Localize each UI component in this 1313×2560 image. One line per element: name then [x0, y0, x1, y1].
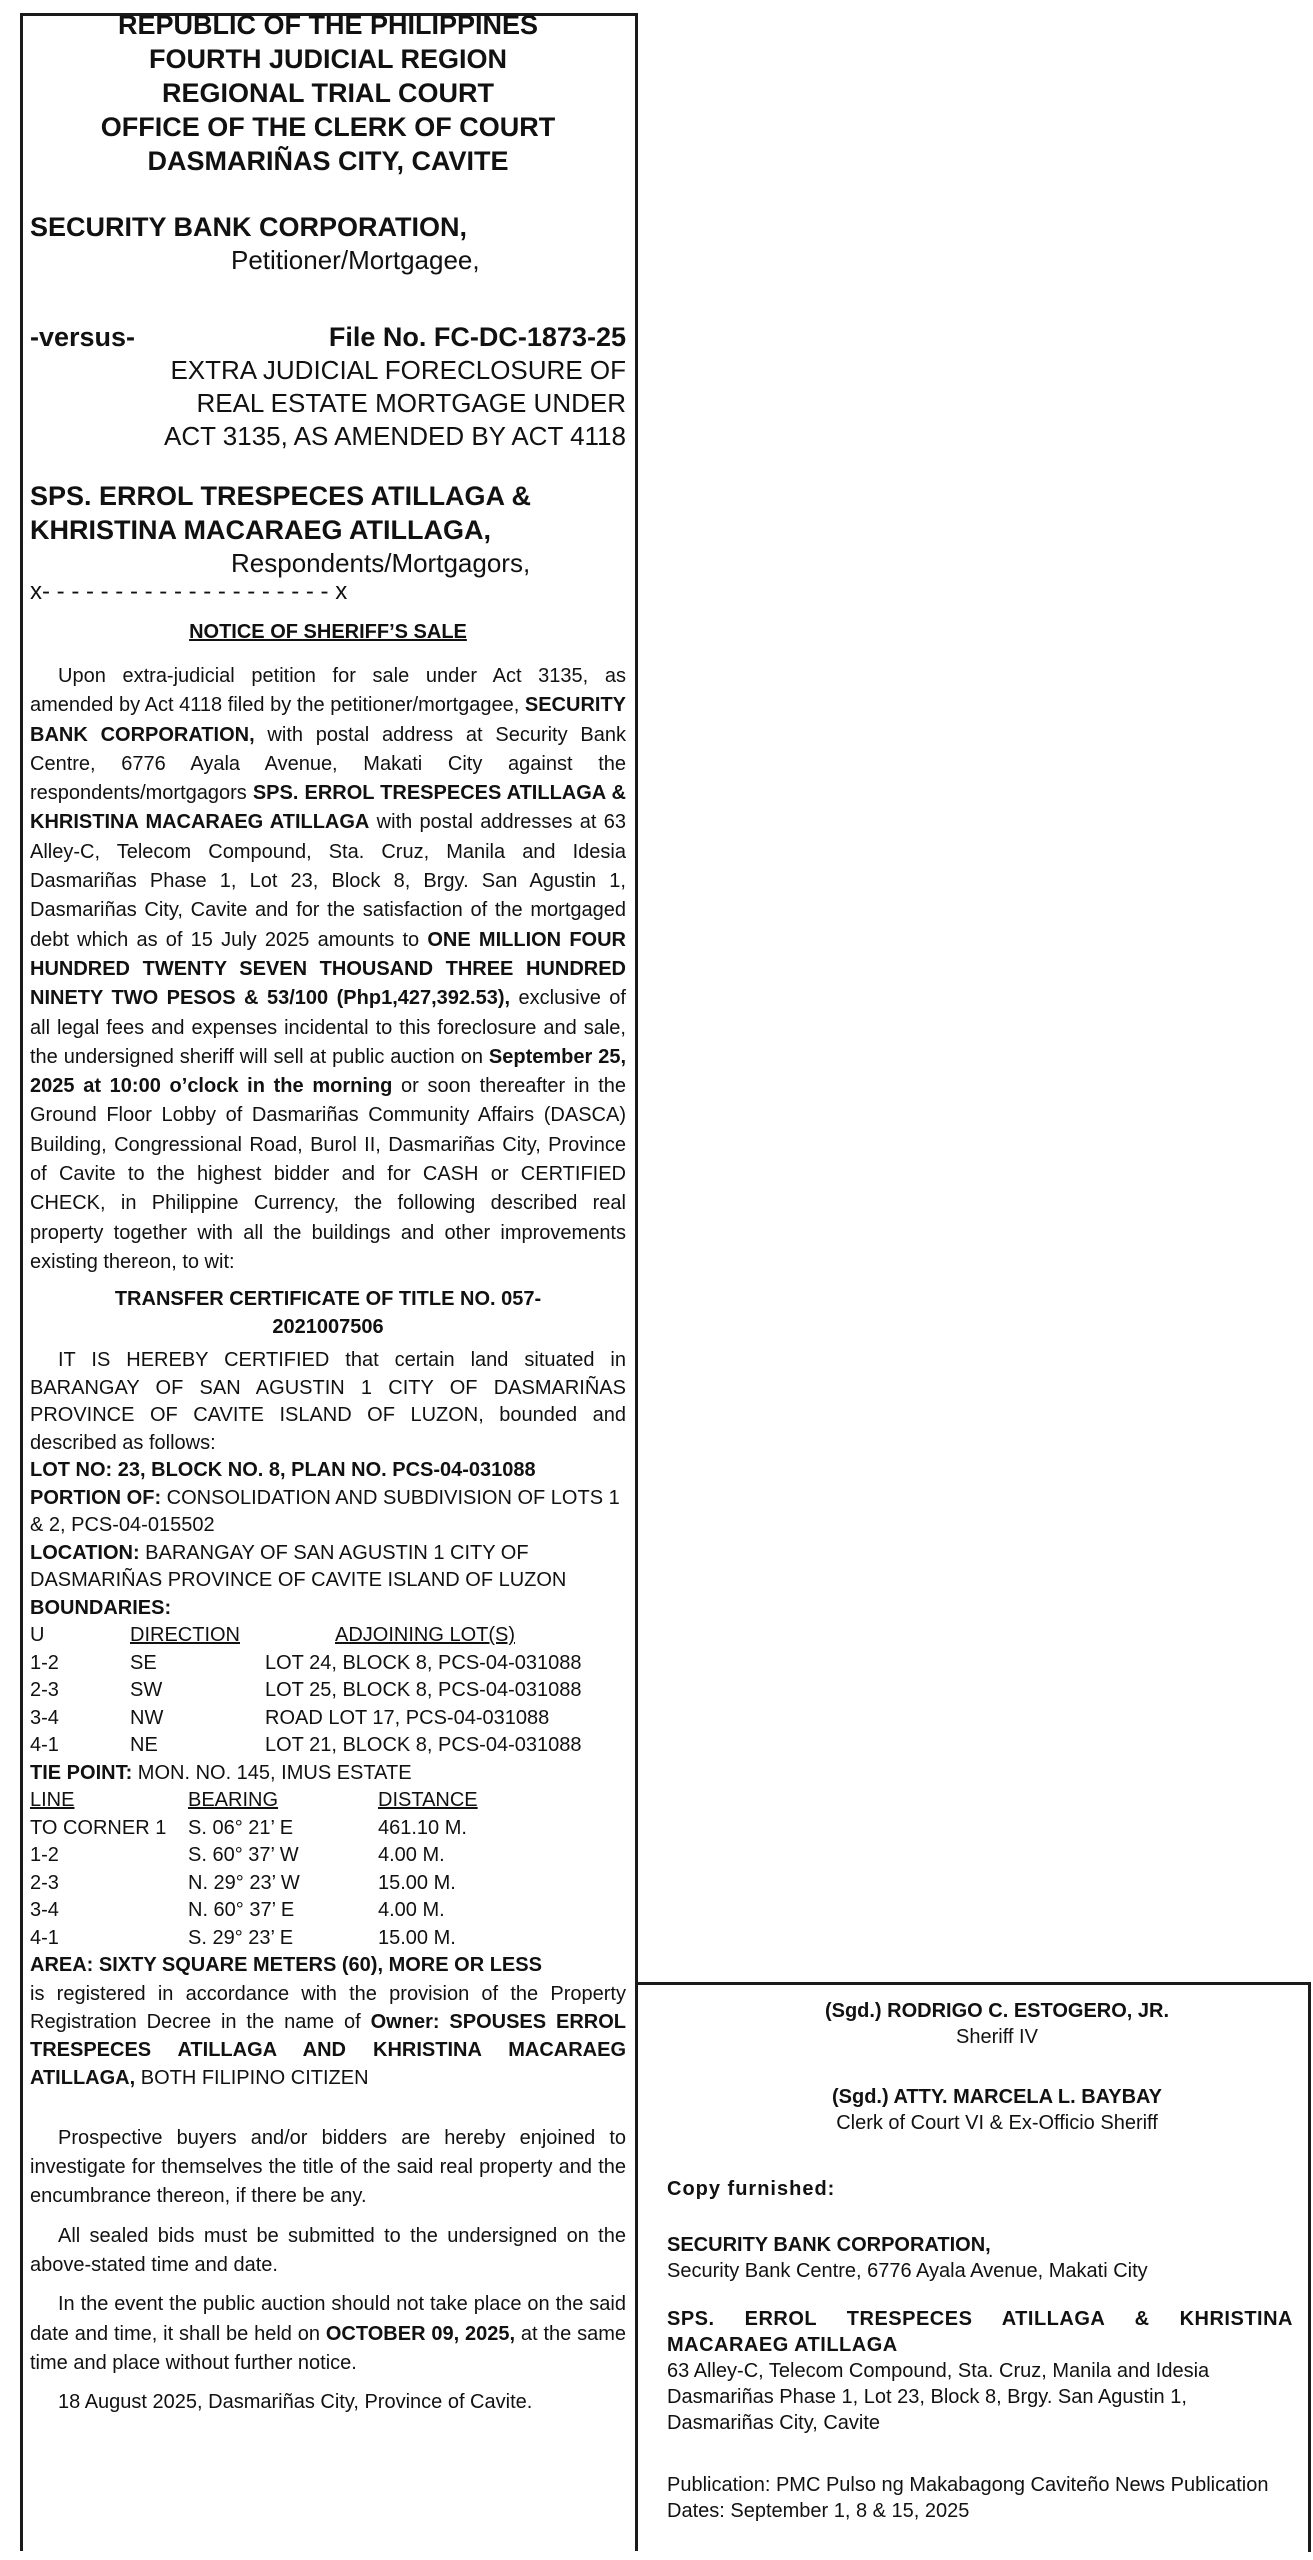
tct-line: TRANSFER CERTIFICATE OF TITLE NO. 057-	[114, 1288, 542, 1311]
clerk-signature	[797, 2084, 1197, 2136]
table-row	[30, 1897, 626, 1925]
table-cell: ROAD LOT 17, PCS-04-031088	[265, 1706, 550, 1729]
table-row	[30, 1705, 626, 1733]
text-span: SPS. ERROL TRESPECES ATILLAGA & KHRISTINA MACARAEG ATILLAGA	[30, 782, 626, 834]
table-cell: 461.10 M.	[378, 1816, 467, 1839]
text-span: OCTOBER 09, 2025,	[325, 2322, 516, 2345]
area: AREA: SIXTY SQUARE METERS (60), MORE OR LESS	[30, 1954, 542, 1977]
cf-party1-address: Security Bank Centre, 6776 Ayala Avenue, Makati City	[667, 2260, 1148, 2282]
text-span: In the event the public auction should not take place on the said date and time, it shall be held on	[30, 2293, 626, 2345]
case-title	[30, 354, 626, 453]
table-header-cell: DISTANCE	[378, 1789, 478, 1812]
text-span: SECURITY BANK CORPORATION,	[30, 694, 626, 746]
header-line: REGIONAL TRIAL COURT	[161, 78, 494, 108]
table-row	[30, 1732, 626, 1760]
header-line: OFFICE OF THE CLERK OF COURT	[100, 112, 556, 142]
lot-description: LOT NO: 23, BLOCK NO. 8, PLAN NO. PCS-04-031088	[30, 1459, 536, 1482]
boundaries-label: BOUNDARIES:	[30, 1596, 172, 1619]
table-cell: N. 29° 23’ W	[188, 1871, 300, 1894]
table-cell: 2-3	[30, 1679, 59, 1702]
table-header-cell: ADJOINING LOT(S)	[335, 1624, 516, 1647]
sheriff-signature	[797, 1998, 1197, 2050]
table-cell: 2-3	[30, 1871, 59, 1894]
notice-main-column	[30, 8, 626, 2417]
text-span: with postal addresses at 63 Alley-C, Telecom Compound, Sta. Cruz, Manila and Idesia Dasmariñas Phase 1, Lot 23, Block 8, Brgy. San Agustin 1, Dasmariñas City, Cavite and for the satisfaction of the mortgaged debt which as of 15 July 2025 amounts to	[30, 811, 627, 951]
table-header-cell: DIRECTION	[130, 1624, 240, 1647]
sheriff-name: (Sgd.) RODRIGO C. ESTOGERO, JR.	[824, 2000, 1170, 2022]
text-span: Upon extra-judicial petition for sale under Act 3135, as amended by Act 4118 filed by the petitioner/mortgagee,	[30, 665, 626, 717]
publication-line: Publication: PMC Pulso ng Makabagong Caviteño News Publication	[667, 2474, 1269, 2496]
table-cell: NE	[130, 1734, 158, 1757]
publication-dates: Dates: September 1, 8 & 15, 2025	[667, 2500, 970, 2522]
boundaries-table	[30, 1622, 626, 1760]
table-cell: SW	[130, 1679, 163, 1702]
header-line: FOURTH JUDICIAL REGION	[148, 44, 507, 74]
tie-point	[30, 1760, 626, 1788]
table-cell: LOT 25, BLOCK 8, PCS-04-031088	[265, 1679, 582, 1702]
table-row	[30, 1650, 626, 1678]
header-line: REPUBLIC OF THE PHILIPPINES	[117, 10, 539, 40]
x-separator: x- - - - - - - - - - - - - - - - - - - - x	[30, 578, 348, 605]
sheriff-title: Sheriff IV	[956, 2026, 1038, 2048]
text-span: BARANGAY OF SAN AGUSTIN 1 CITY OF DASMARIÑAS PROVINCE OF CAVITE ISLAND OF LUZON	[30, 1541, 567, 1592]
versus-label: -versus-	[30, 322, 136, 352]
text-span: September 25, 2025 at 10:00 o’clock in the morning	[30, 1045, 626, 1098]
table-cell: S. 60° 37’ W	[188, 1844, 299, 1867]
petitioner-role: Petitioner/Mortgagee,	[231, 245, 480, 275]
clerk-name: (Sgd.) ATTY. MARCELA L. BAYBAY	[831, 2086, 1162, 2108]
cf-party1-name: SECURITY BANK CORPORATION,	[667, 2234, 991, 2256]
sealed-bids-paragraph: All sealed bids must be submitted to the undersigned on the above-stated time and date.	[30, 2224, 626, 2276]
table-cell: NW	[130, 1706, 164, 1729]
table-cell: 4.00 M.	[378, 1844, 445, 1867]
text-span: TIE POINT:	[30, 1761, 133, 1784]
table-cell: LOT 21, BLOCK 8, PCS-04-031088	[265, 1734, 582, 1757]
certification-paragraph: IT IS HEREBY CERTIFIED that certain land situated in BARANGAY OF SAN AGUSTIN 1 CITY OF DASMARIÑAS PROVINCE OF CAVITE ISLAND OF LUZON, bounded and described as follows:	[30, 1349, 626, 1454]
text-span: with postal address at Security Bank Centre, 6776 Ayala Avenue, Makati City against the respondents/mortgagors	[30, 723, 626, 805]
table-header-cell: U	[30, 1624, 45, 1647]
text-span: MON. NO. 145, IMUS ESTATE	[132, 1761, 412, 1784]
text-span: LOCATION:	[30, 1541, 140, 1564]
text-span: exclusive of all legal fees and expenses incidental to this foreclosure and sale, the undersigned sheriff will sell at public auction on	[30, 987, 626, 1068]
table-cell: 4-1	[30, 1734, 59, 1757]
tct-line: 2021007506	[272, 1316, 384, 1339]
cf-party2-address: 63 Alley-C, Telecom Compound, Sta. Cruz, Manila and Idesia Dasmariñas Phase 1, Lot 23, Block 8, Brgy. San Agustin 1, Dasmariñas City, Cavite	[667, 2360, 1210, 2434]
registration-paragraph	[30, 1980, 626, 2092]
table-row	[30, 1677, 626, 1705]
clerk-title: Clerk of Court VI & Ex-Officio Sheriff	[836, 2112, 1158, 2134]
buyers-paragraph: Prospective buyers and/or bidders are hereby enjoined to investigate for themselves the title of the said real property and the encumbrance thereon, if there be any.	[30, 2126, 626, 2208]
copy-furnished-title: Copy furnished:	[667, 2178, 836, 2200]
location	[30, 1540, 626, 1595]
table-cell: S. 29° 23’ E	[188, 1926, 294, 1949]
table-row	[30, 1925, 626, 1953]
text-span: at the same time and place without further notice.	[30, 2322, 627, 2374]
header-line: DASMARIÑAS CITY, CAVITE	[147, 146, 509, 176]
text-span: ONE MILLION FOUR HUNDRED TWENTY SEVEN THOUSAND THREE HUNDRED NINETY TWO PESOS & 53/100 (Php1,427,392.53),	[30, 928, 626, 1010]
table-cell: 3-4	[30, 1899, 59, 1922]
portion-of	[30, 1485, 626, 1540]
text-span: CONSOLIDATION AND SUBDIVISION OF LOTS 1 & 2, PCS-04-015502	[30, 1486, 620, 1537]
versus-row	[30, 320, 626, 354]
table-header-cell: BEARING	[188, 1789, 279, 1812]
table-cell: LOT 24, BLOCK 8, PCS-04-031088	[265, 1651, 582, 1674]
respondents-name-2: KHRISTINA MACARAEG ATILLAGA,	[30, 515, 491, 545]
respondents-name-1: SPS. ERROL TRESPECES ATILLAGA &	[30, 481, 532, 511]
text-span: PORTION OF:	[30, 1486, 162, 1509]
table-row	[30, 1870, 626, 1898]
sale-paragraph	[30, 662, 626, 1277]
table-cell: 15.00 M.	[378, 1926, 456, 1949]
case-title-line: REAL ESTATE MORTGAGE UNDER	[196, 388, 626, 418]
table-cell: 1-2	[30, 1844, 59, 1867]
respondents-role: Respondents/Mortgagors,	[231, 548, 531, 578]
court-header	[30, 8, 626, 178]
table-cell: 1-2	[30, 1651, 59, 1674]
table-row	[30, 1842, 626, 1870]
text-span: Owner: SPOUSES ERROL TRESPECES ATILLAGA AND KHRISTINA MACARAEG ATILLAGA,	[30, 2010, 627, 2089]
tct-heading	[30, 1285, 626, 1341]
text-span: or soon thereafter in the Ground Floor Lobby of Dasmariñas Community Affairs (DASCA) Building, Congressional Road, Burol II, Dasmariñas City, Province of Cavite to the highest bidder and for CASH or CERTIFIED CHECK, in Philippine Currency, the following described real property together with all the buildings and other improvements existing thereon, to wit:	[30, 1075, 626, 1273]
reschedule-paragraph	[30, 2290, 626, 2378]
table-cell: 15.00 M.	[378, 1871, 456, 1894]
table-cell: 4.00 M.	[378, 1899, 445, 1922]
text-span: is registered in accordance with the provision of the Property Registration Decree in the name of	[30, 1982, 626, 2033]
table-cell: TO CORNER 1	[30, 1816, 167, 1839]
case-title-line: ACT 3135, AS AMENDED BY ACT 4118	[164, 421, 626, 451]
petitioner-name: SECURITY BANK CORPORATION,	[30, 212, 468, 242]
table-row	[30, 1815, 626, 1843]
date-place-paragraph: 18 August 2025, Dasmariñas City, Province of Cavite.	[58, 2391, 533, 2414]
table-cell: 4-1	[30, 1926, 59, 1949]
text-span: BOTH FILIPINO CITIZEN	[135, 2066, 369, 2089]
cf-party2-name: SPS. ERROL TRESPECES ATILLAGA & KHRISTINA MACARAEG ATILLAGA	[667, 2308, 1293, 2356]
table-cell: S. 06° 21’ E	[188, 1816, 294, 1839]
case-title-line: EXTRA JUDICIAL FORECLOSURE OF	[170, 355, 626, 385]
notice-title: NOTICE OF SHERIFF’S SALE	[189, 621, 467, 643]
table-cell: 3-4	[30, 1706, 59, 1729]
table-header-row	[30, 1787, 626, 1815]
table-cell: SE	[130, 1651, 157, 1674]
table-header-cell: LINE	[30, 1789, 75, 1812]
file-number: File No. FC-DC-1873-25	[328, 322, 626, 352]
signature-block	[667, 1998, 1293, 2524]
bearings-table	[30, 1787, 626, 1952]
table-cell: N. 60° 37’ E	[188, 1899, 295, 1922]
table-header-row	[30, 1622, 626, 1650]
